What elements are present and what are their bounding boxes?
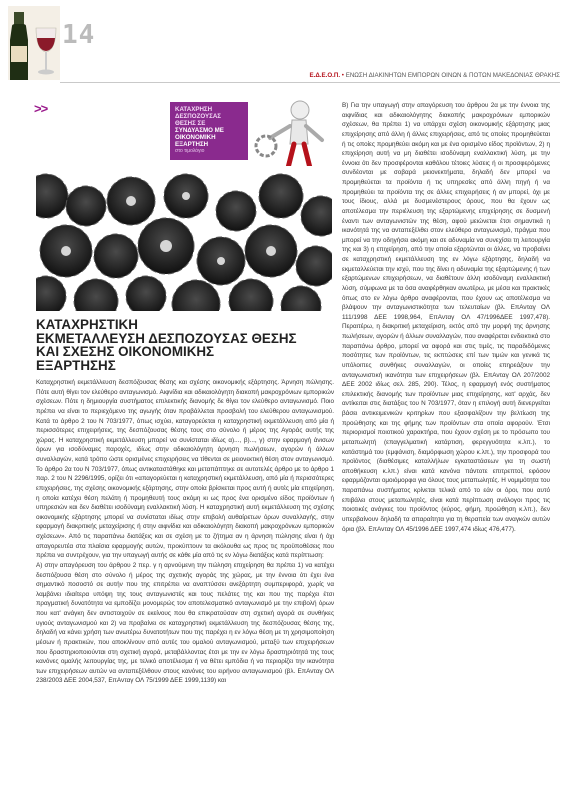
promo-line: ΔΕΣΠΟΖΟΥΣΑΣ	[175, 113, 222, 120]
page-number: 14	[62, 20, 96, 50]
article-title	[36, 318, 336, 372]
body-paragraph: Καταχρηστική εκμετάλλευση δεσπόζουσας θέσης και σχέσης οικονομικής εξάρτησης. Άρνηση πώλησης. Πότε αυτή θίγει τον ελεύθερο ανταγωνισμό. Αιφνίδια και αδικαιολόγητη διακοπή μακροχρόνιων εμπορικών σχέσεων. Πότε η δημιουργία συστήματος επιλεκτικής διανομής δε θίγει τον ελεύθερο ανταγωνισμό. Ποιο πρέπει να είναι το περιεχόμενο της αγωγής όταν προβάλλεται προσβολή του ελεύθερου ανταγωνισμού. Κατά το άρθρο 2 του Ν 703/1977, όπως ισχύει, καταγορεύεται η καταχρηστική εκμετάλλευση από μία ή περισσότερες επιχειρήσεις, της δεσπόζουσας θέσης τους στο σύνολο ή μέρος της Αγοράς αυτής της χώρας. Η καταχρηστική εκμετάλλευση μπορεί να συνίσταται ιδίως α)..., β)..., γ) στην εφαρμογή άνισων όρων για ισοδύναμες παροχές, ιδίως στην αδικαιολόγητη άρνηση πωλήσεων, αγορών ή άλλων συναλλαγών, κατά τρόπο ώστε ορισμένες επιχειρήσεις να τίθενται σε μειονεκτική θέση στον ανταγωνισμό. Το άρθρο 2α του Ν 703/1977, όπως αντικαταστάθηκε και μεταπάπτηκε σε αυτοτελές άρθρο με το άρθρο 1 παρ. 2 του Ν 2296/1995, ορίζει ότι «απαγορεύεται η καταχρηστική εκμετάλλευση, από μία ή περισσότερες επιχειρήσεις, της σχέσης οικονομικής εξάρτησης, στην οποία βρίσκεται προς αυτή ή αυτές μία επιχείρηση, η οποία κατέχει θέση πελάτη ή προμηθευτή τους ακόμη κι ως προς ένα ορισμένο είδος προϊόντων ή υπηρεσιών και δεν διαθέτει ισοδύναμη εναλλακτική λύση. Η καταχρηστική αυτή εκμετάλλευση της σχέσης οικονομικής εξάρτησης μπορεί να συνίσταται ιδίως στην επιβολή αυθαίρετων όρων συναλλαγής, στην εφαρμογή διακριτικής μεταχείρισης ή στην αιφνίδια και αδικαιολόγητη διακοπή μακροχρόνιων εμπορικών σχέσεων». Από τις παραπάνω διατάξεις και σε σχέση με το ζήτημα αν η άρνηση πώλησης είναι ή όχι απαγορευτέα στα πλαίσια εφαρμογής αυτών, προκύπτουν τα ακόλουθα ως προς τις προϋποθέσεις που πρέπει να συντρέχουν, για την υπαγωγή αυτής σε κάθε μία από τις εν λόγω διατάξεις κατά περίπτωση:	[36, 379, 334, 560]
title-line: ΕΞΑΡΤΗΣΗΣ	[36, 357, 116, 373]
promo-highlight: ΟΙΚΟΝΟΜΙΚΗ	[175, 134, 216, 141]
body-paragraph: Β) Για την υπαγωγή στην απαγόρευση του άρθρου 2α με την έννοια της αιφνίδιας και αδικαιολόγητης διακοπής μακροχρόνιων εμπορικών σχέσεων, θα πρέπει 1) να υπάρχει σχέση οικονομικής εξάρτησης μιας επιχείρησης από άλλη ή άλλες επιχειρήσεις, από τις οποίες προμηθεύεται ή τις οποίες προμηθεύει ακόμη και με ένα ορισμένο είδος προϊόντων, 2) η επιχείρηση αυτή να μη διαθέτει ισοδύναμη εναλλακτική λύση, με την έννοια ότι δεν προσφέρονται καθόλου τέτοιες λύσεις ή οι προσφερόμενες συνδέονται με σοβαρά μειονεκτήματα, δηλαδή δεν μπορεί να προμηθεύεται τα προϊόντα ή τις υπηρεσίες από άλλη πηγή ή να προμηθεύει τα προϊόντα της σε άλλες επιχειρήσεις ή αν μπορεί, όχι με τους ίδιους, αλλά με δυσμενέστερους όρους, που θα έχουν ως αποτέλεσμα την περιέλευση της εξαρτώμενης επιχείρησης σε δυσμενή έναντι των ανταγωνιστών της θέση, αφού μειώνεται έτσι σημαντικά η ικανότητά της να ανταπεξέλθει στον ελεύθερο ανταγωνισμό, πράγμα που μπορεί να την οδηγήσει ακόμη και σε αδυναμία να συνεχίσει τη λειτουργία της και 3) η επιχείρηση, από την οποία εξαρτώνται οι άλλες, να προβαίνει σε καταχρηστική εκμετάλλευση της εν λόγω εξάρτησης, δηλαδή να εκμεταλλεύεται την ισχύ, που της δίνει η αδυναμία της εξαρτώμενης ή των εξαρτώμενων επιχειρήσεων, να διαθέτουν άλλη ισοδύναμη εναλλακτική λύση, σύμφωνα με τα όσα αναφέρθηκαν ανωτέρω, με μέσα και πρακτικές όπως στο εν λόγω άρθρο αναφέρονται, που έχουν ως αποτέλεσμα να βλάψουν την ανταγωνιστικότητα των τελευταίων (βλ. ΕπΑνταγ ΟΛ 111/1998 ΔΕΕ 1998,964, ΕπΑνταγ ΟΛ 47/1996ΔΕΕ 1997,478). Περαιτέρω, η διακριτική μεταχείριση, εκτός από την μορφή της άρνησης πωλήσεων, αγορών ή άλλων συναλλαγών, που αναφέρεται ενδεικτικά στο παραπάνω άρθρο, μπορεί να αφορά και στις τιμές, τις παραδιδόμενες ποσότητες των προϊόντων, τις εκπτώσεις επί των τιμών και γενικά τις υπόλοιπες συνθήκες συναλλαγών, οι οποίες επηρεάζουν την ανταγωνιστική ικανότητα των επιχειρήσεων (βλ. ΕπΑνταγ ΟΛ 207/2002 ΔΕΕ 2002 ιδίως σελ. 285, 290). Τέλος, η εφαρμογή ενός συστήματος επιλεκτικής διανομής των προϊόντων μιας επιχείρησης, κατ' αρχάς, δεν αντίκειται στις διατάξεις του Ν 703/1977, όταν η επιλογή αυτή διενεργείται βάσει αντικειμενικών κριτηρίων που εξασφαλίζουν την βελτίωση της προώθησης και της φήμης των προϊόντων στα οποία αφορούν. Έτσι περιορισμοί ποιοτικού χαρακτήρα, που έχουν σχέση με το πρόσωπο του μεταπωλητή (επαγγελματική κατάρτιση, φερεγγυότητα κ.λπ.), το κατάστημά του (εμφάνιση, διαμόρφωση χώρου κ.λπ.), την προσφορά του προϊόντος (διαθέσιμες καταλλήλων εγκαταστάσεων για τη σωστή αποθήκευση κ.λπ.) είναι κατά κανόνα πάντοτε επιτρεπτοί, εφόσον εφαρμόζονται ομοιόμορφα για όλους τους μεταπωλητές. Η νομιμότητα του παραπάνω συστήματος κρίνεται τελικά από το εάν οι όροι, που αυτό επιβάλει στους μεταπωλητές, είναι κατά περίπτωση ανάλογοι προς τις ποιοτικές ανάγκες του προϊόντος (κύρος, φήμη, προώθηση κ.λπ.), δεν υπερβαίνουν δηλαδή τα απαραίτητα για τη θεραπεία των αναγκών αυτών όρια (βλ. ΕπΑνταγ ΟΛ 45/1996 ΔΕΕ 1997,474 ιδίως 476,477).	[342, 102, 550, 533]
promo-highlight: ΕΞΑΡΤΗΣΗ	[175, 141, 209, 148]
wine-bottle-glass-icon	[8, 6, 60, 80]
org-acronym: Ε.Δ.Ε.Ο.Π.	[309, 72, 341, 79]
promo-line: ΚΑΤΑΧΡΗΣΗ	[175, 106, 213, 113]
page-header	[0, 0, 574, 80]
org-full-name: ΕΝΩΣΗ ΔΙΑΚΙΝΗΤΩΝ ΕΜΠΟΡΩΝ ΟΙΝΩΝ & ΠΟΤΩΝ ΜΑΚΕΔΟΝΙΑΣ ΘΡΑΚΗΣ	[345, 72, 560, 79]
promo-small-text: στο τιμολόγιο	[175, 148, 205, 154]
separator-dot: •	[341, 72, 344, 79]
gears-illustration	[36, 166, 332, 311]
article-column-right	[342, 101, 550, 534]
title-line: ΚΑΙ ΣΧΕΣΗΣ ΟΙΚΟΝΟΜΙΚΗΣ	[36, 344, 215, 360]
article-column-left	[36, 378, 334, 686]
running-header	[309, 72, 560, 79]
double-arrow-icon: >>	[34, 101, 48, 116]
title-line: ΚΑΤΑΧΡΗΣΤΙΚΗ	[36, 317, 138, 332]
promo-line: ΘΕΣΗΣ ΣΕ	[175, 120, 206, 127]
title-line: ΕΚΜΕΤΑΛΛΕΥΣΗ ΔΕΣΠΟΖΟΥΣΑΣ ΘΕΣΗΣ	[36, 330, 297, 346]
body-paragraph: Α) στην απαγόρευση του άρθρου 2 περ. γ η αρνούμενη την πώληση επιχείρηση θα πρέπει 1) να κατέχει δεσπόζουσα θέση στο σύνολο ή μέρος της σχετικής αγοράς της χώρας, με την έννοια ότι έχει ένα σημαντικό ποσοστό σε αυτήν που της επιτρέπει να αναπτύσσει ανεξάρτητη συμπεριφορά, χωρίς να λαμβάνει ιδιαίτερα υπόψη της τους ανταγωνιστές και τους πελάτες της και που της παρέχει έτσι πραγματική δυνατότητα να εμποδίζει μονομερώς τον αποτελεσματικό ανταγωνισμό με την επιβολή όρων που κατ' ανάγκη δεν αντιστοιχούν σε εκείνους που θα επικρατούσαν στη σχετική αγορά σε συνθήκες υγιούς ανταγωνισμού και 2) να προβαίνει σε καταχρηστική εκμετάλλευση της δεσπόζουσας θέσης της, δηλαδή να κάνει χρήση των ανωτέρω δυνατοτήτων που της παρέχει η εν λόγω θέση με τη χρησιμοποίηση μέσων ή πρακτικών, που αποκλίνουν από αυτές του ομαλού ανταγωνισμού, μεταξύ των επιχειρήσεων που δραστηριοποιούνται στη σχετική αγορά, μεταβάλλοντας έτσι με την εν λόγω δραστηριότητά της τους κανόνες ομαλής λειτουργίας της, με τελικό αποτέλεσμα ή να θέτει εμπόδια ή να περιορίζει την ικανότητα των επιχειρήσεων αυτών να ανταπεξέλθουν στους κανόνες του ειρήνου ανταγωνισμού (βλ. ΕπΑνταγ ΟΛ 238/2003 ΔΕΕ 2004,537, ΕπΑνταγ ΟΛ 75/1999 ΔΕΕ 1999,1139) και	[36, 561, 334, 685]
promo-highlight: ΣΥΝΔΥΑΣΜΟ ΜΕ	[175, 127, 224, 134]
header-divider	[60, 82, 560, 83]
promo-box	[170, 102, 248, 160]
